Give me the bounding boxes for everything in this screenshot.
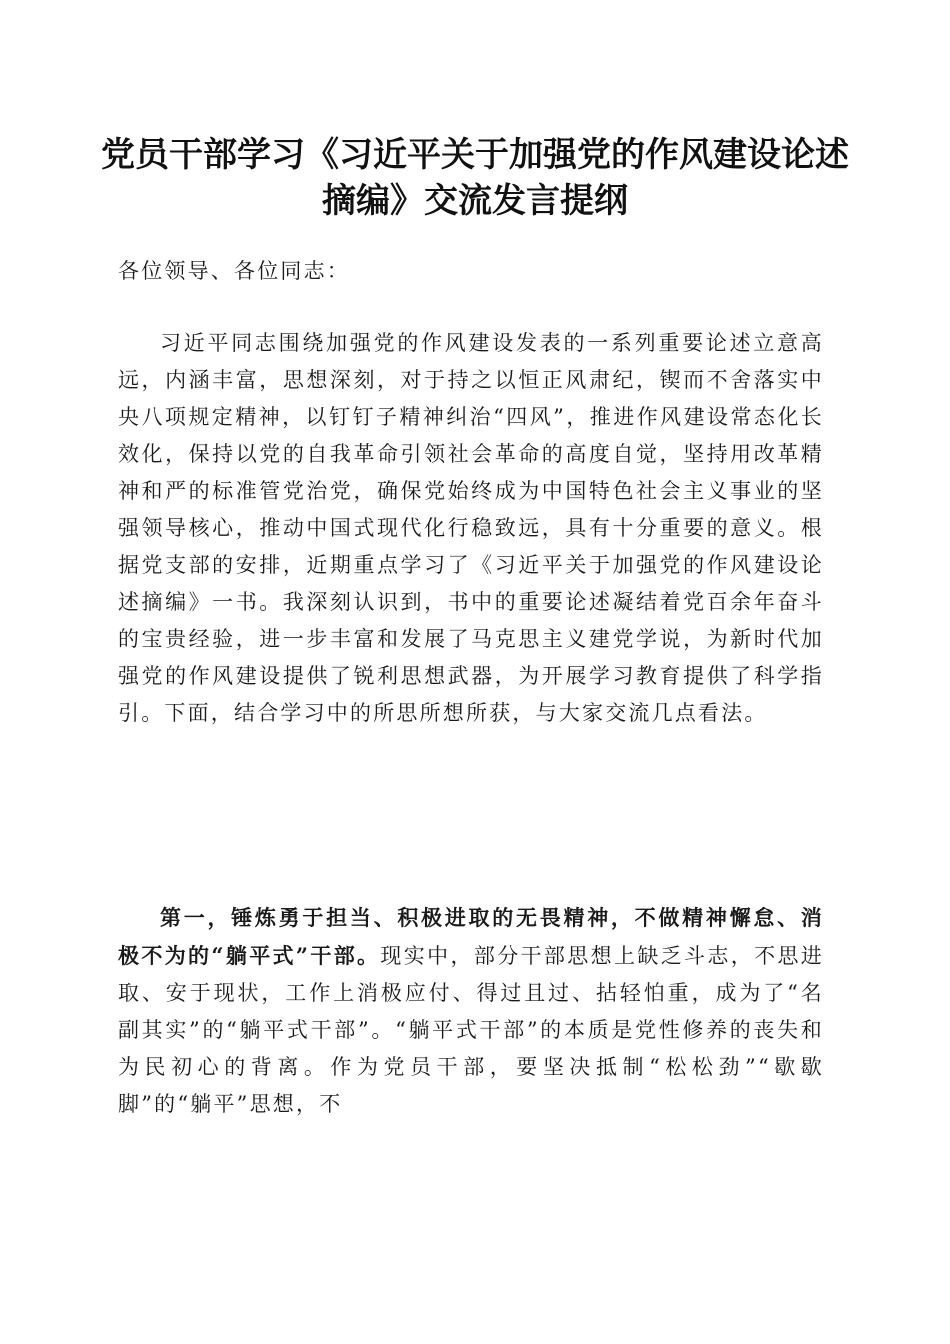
document-title: 党员干部学习《习近平关于加强党的作风建设论述摘编》交流发言提纲 xyxy=(101,135,849,221)
paragraph-first-point xyxy=(118,899,824,1123)
salutation: 各位领导、各位同志： xyxy=(118,259,350,283)
paragraph-intro: 习近平同志围绕加强党的作风建设发表的一系列重要论述立意高远，内涵丰富，思想深刻，对于持之以恒正风肃纪，锲而不舍落实中央八项规定精神，以钉钉子精神纠治“四风”，推进作风建设常态化长效化，保持以党的自我革命引领社会革命的高度自觉，坚持用改革精神和严的标准管党治党，确保党始终成为中国特色社会主义事业的坚强领导核心，推动中国式现代化行稳致远，具有十分重要的意义。根据党支部的安排，近期重点学习了《习近平关于加强党的作风建设论述摘编》一书。我深刻认识到，书中的重要论述凝结着党百余年奋斗的宝贵经验，进一步丰富和发展了马克思主义建党学说，为新时代加强党的作风建设提供了锐利思想武器，为开展学习教育提供了科学指引。下面，结合学习中的所思所想所获，与大家交流几点看法。 xyxy=(118,331,824,725)
paragraph-first-point-body: 现实中，部分干部思想上缺乏斗志，不思进取、安于现状，工作上消极应付、得过且过、拈轻怕重，成为了“名副其实”的“躺平式干部”。“躺平式干部”的本质是党性修养的丧失和为民初心的背离。作为党员干部，要坚决抵制“松松劲”“歇歇脚”的“躺平”思想，不 xyxy=(118,944,824,1116)
paragraph-first-point-lead: 第一，锤炼勇于担当、积极进取的无畏精神，不做精神懈怠、消极不为的“躺平式”干部。 xyxy=(118,905,824,968)
